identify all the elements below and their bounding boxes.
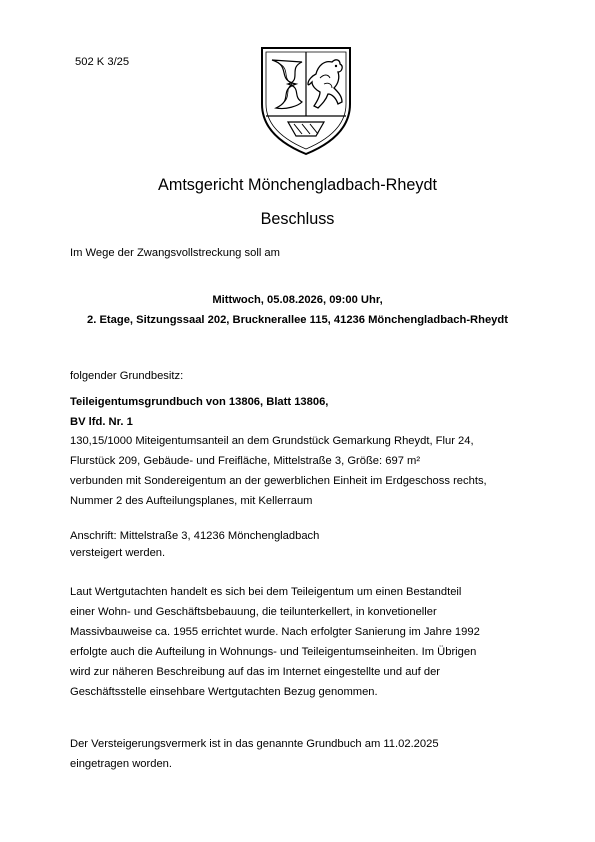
sold-text: versteigert werden. — [70, 547, 166, 559]
grundbesitz-label: folgender Grundbesitz: — [70, 370, 184, 382]
property-address: Anschrift: Mittelstraße 3, 41236 Mönchengladbach — [70, 530, 320, 542]
valuation-line: Laut Wertgutachten handelt es sich bei dem Teileigentum um einen Bestandteil — [70, 586, 462, 598]
description-line: verbunden mit Sondereigentum an der gewerblichen Einheit im Erdgeschoss rechts, — [70, 475, 487, 487]
valuation-line: wird zur näheren Beschreibung auf das im Internet eingestellte und auf der — [70, 666, 441, 678]
page-title: Beschluss — [260, 210, 335, 228]
valuation-paragraph — [70, 582, 550, 702]
coat-of-arms-icon — [258, 44, 354, 156]
description-line: 130,15/1000 Miteigentumsanteil an dem Grundstück Gemarkung Rheydt, Flur 24, — [70, 435, 474, 447]
intro-text: Im Wege der Zwangsvollstreckung soll am — [70, 247, 280, 259]
case-number: 502 K 3/25 — [75, 56, 130, 68]
bv-number: BV lfd. Nr. 1 — [70, 416, 133, 428]
court-name: Amtsgericht Mönchengladbach-Rheydt — [158, 176, 437, 194]
vermerk-line: Der Versteigerungsvermerk ist in das genannte Grundbuch am 11.02.2025 — [70, 738, 439, 750]
valuation-line: erfolgte auch die Aufteilung in Wohnungs- und Teileigentumseinheiten. Im Übrigen — [70, 646, 477, 658]
vermerk-line: eingetragen worden. — [70, 758, 173, 770]
description-line: Nummer 2 des Aufteilungsplanes, mit Kellerraum — [70, 495, 313, 507]
property-description — [70, 431, 550, 511]
valuation-line: Geschäftsstelle einsehbare Wertgutachten Bezug genommen. — [70, 686, 378, 698]
description-line: Flurstück 209, Gebäude- und Freifläche, Mittelstraße 3, Größe: 697 m² — [70, 455, 421, 467]
auction-location: 2. Etage, Sitzungssaal 202, Brucknerallee 115, 41236 Mönchengladbach-Rheydt — [87, 314, 508, 326]
register-reference: Teileigentumsgrundbuch von 13806, Blatt 13806, — [70, 396, 329, 408]
valuation-line: Massivbauweise ca. 1955 errichtet wurde. Nach erfolgter Sanierung im Jahre 1992 — [70, 626, 480, 638]
valuation-line: einer Wohn- und Geschäftsbebauung, die teilunterkellert, in konvetioneller — [70, 606, 437, 618]
vermerk-paragraph — [70, 734, 550, 774]
auction-date-time: Mittwoch, 05.08.2026, 09:00 Uhr, — [212, 294, 383, 306]
